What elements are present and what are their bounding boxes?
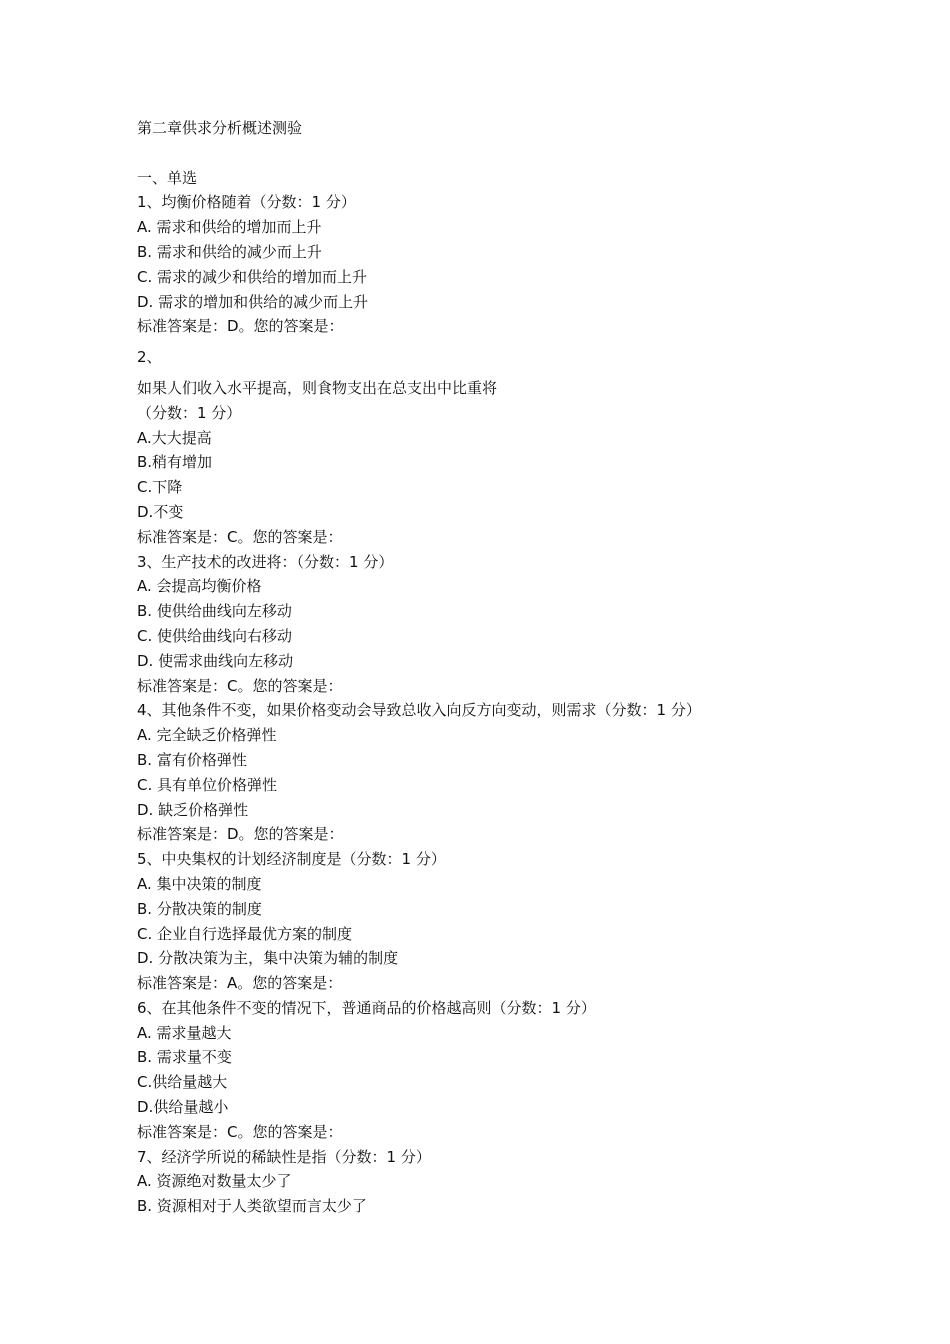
option-a: A. 会提高均衡价格 bbox=[137, 577, 262, 596]
question-4 bbox=[137, 698, 837, 847]
option-c: C.供给量越大 bbox=[137, 1073, 228, 1092]
option-d: D.不变 bbox=[137, 502, 184, 521]
option-c: C. 具有单位价格弹性 bbox=[137, 775, 278, 794]
option-c: C. 需求的减少和供给的增加而上升 bbox=[137, 267, 368, 286]
question-stem: 5、中央集权的计划经济制度是（分数：1 分） bbox=[137, 850, 446, 869]
option-a: A. 集中决策的制度 bbox=[137, 874, 262, 893]
question-5 bbox=[137, 847, 837, 996]
option-d: D. 使需求曲线向左移动 bbox=[137, 651, 294, 670]
option-b: B. 富有价格弹性 bbox=[137, 750, 247, 769]
option-d: D. 需求的增加和供给的减少而上升 bbox=[137, 292, 369, 311]
question-stem: 如果人们收入水平提高，则食物支出在总支出中比重将 bbox=[137, 378, 498, 397]
question-stem: 1、均衡价格随着（分数：1 分） bbox=[137, 193, 356, 212]
question-7 bbox=[137, 1145, 837, 1219]
question-stem: 6、在其他条件不变的情况下，普通商品的价格越高则（分数：1 分） bbox=[137, 998, 596, 1017]
question-stem: 4、其他条件不变，如果价格变动会导致总收入向反方向变动，则需求（分数：1 分） bbox=[137, 701, 701, 720]
option-a: A.大大提高 bbox=[137, 428, 212, 447]
question-score: （分数：1 分） bbox=[137, 403, 242, 422]
question-stem: 7、经济学所说的稀缺性是指（分数：1 分） bbox=[137, 1147, 431, 1166]
option-b: B. 需求量不变 bbox=[137, 1048, 232, 1067]
question-3 bbox=[137, 550, 837, 699]
option-a: A. 完全缺乏价格弹性 bbox=[137, 726, 277, 745]
document-title: 第二章供求分析概述测验 bbox=[137, 119, 303, 137]
question-2 bbox=[137, 339, 837, 549]
option-d: D. 缺乏价格弹性 bbox=[137, 800, 249, 819]
answer-line: 标准答案是：C。您的答案是： bbox=[137, 1122, 343, 1141]
option-c: C. 企业自行选择最优方案的制度 bbox=[137, 924, 353, 943]
option-a: A. 需求和供给的增加而上升 bbox=[137, 218, 322, 237]
answer-line: 标准答案是：D。您的答案是： bbox=[137, 317, 344, 336]
document-page bbox=[137, 116, 837, 1219]
option-b: B.稍有增加 bbox=[137, 453, 213, 472]
option-c: C.下降 bbox=[137, 478, 183, 497]
answer-line: 标准答案是：C。您的答案是： bbox=[137, 676, 343, 695]
question-stem: 3、生产技术的改进将：（分数：1 分） bbox=[137, 552, 394, 571]
option-b: B. 资源相对于人类欲望而言太少了 bbox=[137, 1197, 367, 1216]
answer-line: 标准答案是：D。您的答案是： bbox=[137, 825, 344, 844]
option-c: C. 使供给曲线向右移动 bbox=[137, 626, 293, 645]
answer-line: 标准答案是：A。您的答案是： bbox=[137, 974, 343, 993]
option-d: D.供给量越小 bbox=[137, 1098, 229, 1117]
question-1 bbox=[137, 190, 837, 339]
option-a: A. 需求量越大 bbox=[137, 1023, 232, 1042]
section-heading: 一、单选 bbox=[137, 168, 198, 187]
question-number: 2、 bbox=[137, 348, 162, 367]
option-b: B. 需求和供给的减少而上升 bbox=[137, 242, 322, 261]
option-d: D. 分散决策为主，集中决策为辅的制度 bbox=[137, 949, 399, 968]
answer-line: 标准答案是：C。您的答案是： bbox=[137, 527, 343, 546]
option-a: A. 资源绝对数量太少了 bbox=[137, 1172, 292, 1191]
option-b: B. 分散决策的制度 bbox=[137, 899, 262, 918]
option-b: B. 使供给曲线向左移动 bbox=[137, 602, 292, 621]
question-6 bbox=[137, 996, 837, 1145]
